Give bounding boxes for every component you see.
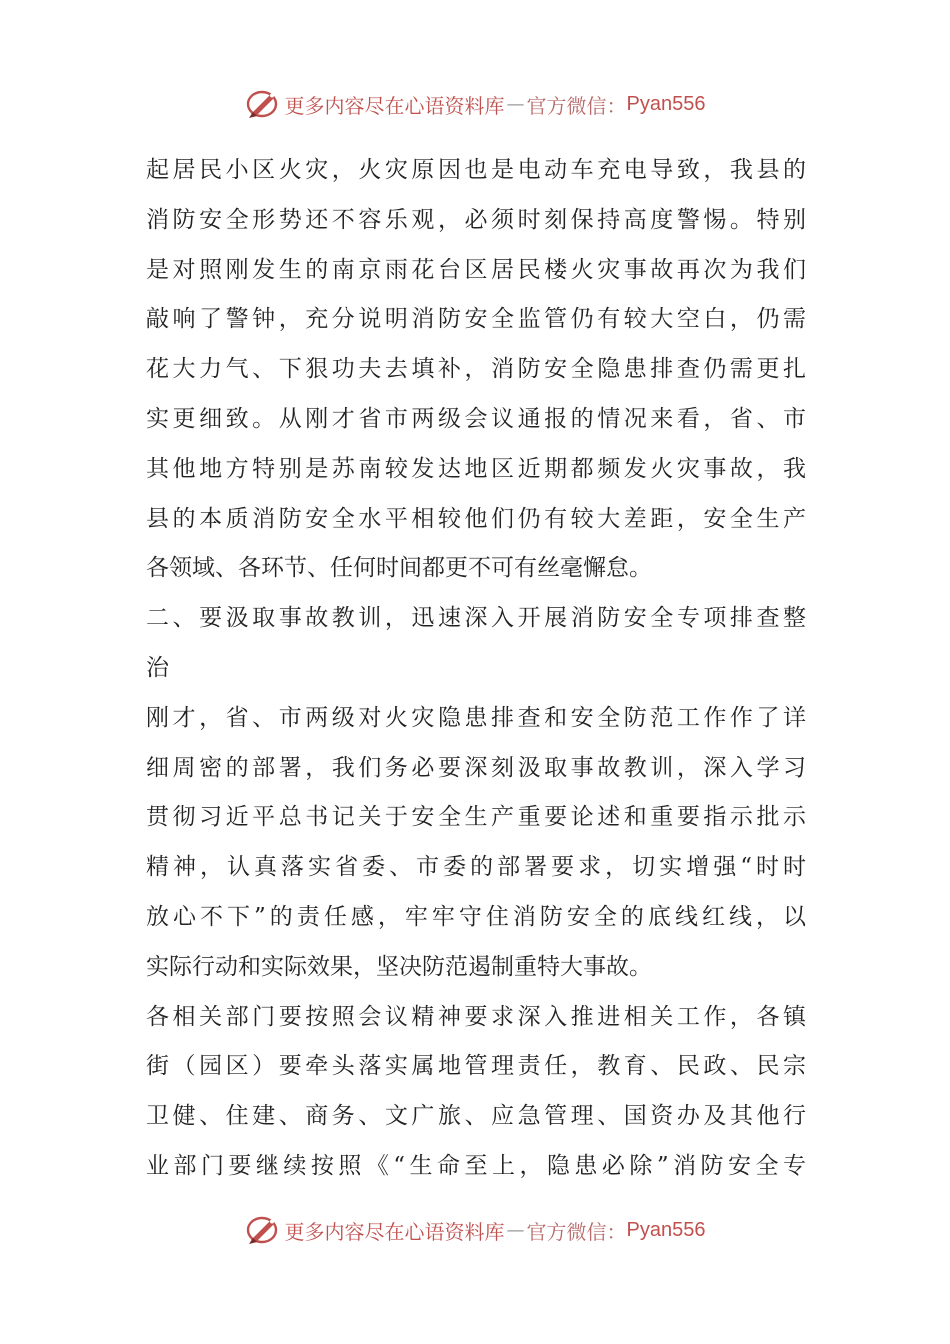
footer-banner: [0, 1210, 950, 1250]
pen-logo-icon: [245, 1214, 281, 1246]
header-site-text: 更多内容尽在心语资料库: [284, 93, 505, 118]
footer-wechat-id: Pyan556: [626, 1218, 706, 1241]
header-banner: [0, 84, 950, 124]
text-line: 各领域、各环节、任何时间都更不可有丝毫懈怠。: [146, 555, 652, 582]
text-line: 消防安全形势还不容乐观，必须时刻保持高度警惕。特别: [146, 206, 806, 233]
text-line: 敲响了警钟，充分说明消防安全监管仍有较大空白，仍需: [146, 306, 806, 333]
text-line: 花大力气、下狠功夫去填补，消防安全隐患排查仍需更扎: [146, 356, 806, 383]
text-line: 其他地方特别是苏南较发达地区近期都频发火灾事故，我: [146, 455, 806, 482]
text-line: 各相关部门要按照会议精神要求深入推进相关工作，各镇: [146, 1003, 806, 1030]
text-line: 细周密的部署，我们务必要深刻汲取事故教训，深入学习: [146, 754, 806, 781]
header-wechat-id: Pyan556: [626, 92, 706, 115]
text-line: 精神，认真落实省委、市委的部署要求，切实增强“时时: [146, 854, 806, 881]
header-wechat-label: 官方微信：: [526, 93, 627, 118]
text-line: 是对照刚发生的南京雨花台区居民楼火灾事故再次为我们: [146, 256, 806, 283]
header-separator: —: [506, 93, 525, 115]
footer-wechat-label: 官方微信：: [526, 1219, 627, 1244]
footer-separator: —: [506, 1219, 525, 1241]
text-line: 放心不下”的责任感，牢牢守住消防安全的底线红线，以: [146, 903, 806, 930]
text-line: 起居民小区火灾，火灾原因也是电动车充电导致，我县的: [146, 157, 806, 183]
text-line: 刚才，省、市两级对火灾隐患排查和安全防范工作作了详: [146, 704, 806, 731]
text-line: 业部门要继续按照《“生命至上，隐患必除”消防安全专: [146, 1152, 806, 1179]
text-line: 县的本质消防安全水平相较他们仍有较大差距，安全生产: [146, 505, 806, 532]
document-body: [146, 146, 806, 1192]
text-line: 贯彻习近平总书记关于安全生产重要论述和重要指示批示: [146, 804, 806, 831]
footer-site-text: 更多内容尽在心语资料库: [284, 1219, 505, 1244]
text-line: 实际行动和实际效果，坚决防范遏制重特大事故。: [146, 953, 652, 980]
text-line: 卫健、住建、商务、文广旅、应急管理、国资办及其他行: [146, 1103, 806, 1130]
text-line: 二、要汲取事故教训，迅速深入开展消防安全专项排查整: [146, 605, 806, 632]
text-line: 街（园区）要牵头落实属地管理责任，教育、民政、民宗: [146, 1053, 806, 1080]
pen-logo-icon: [245, 88, 281, 120]
text-line: 实更细致。从刚才省市两级会议通报的情况来看，省、市: [146, 405, 806, 432]
text-line: 治: [146, 654, 169, 681]
